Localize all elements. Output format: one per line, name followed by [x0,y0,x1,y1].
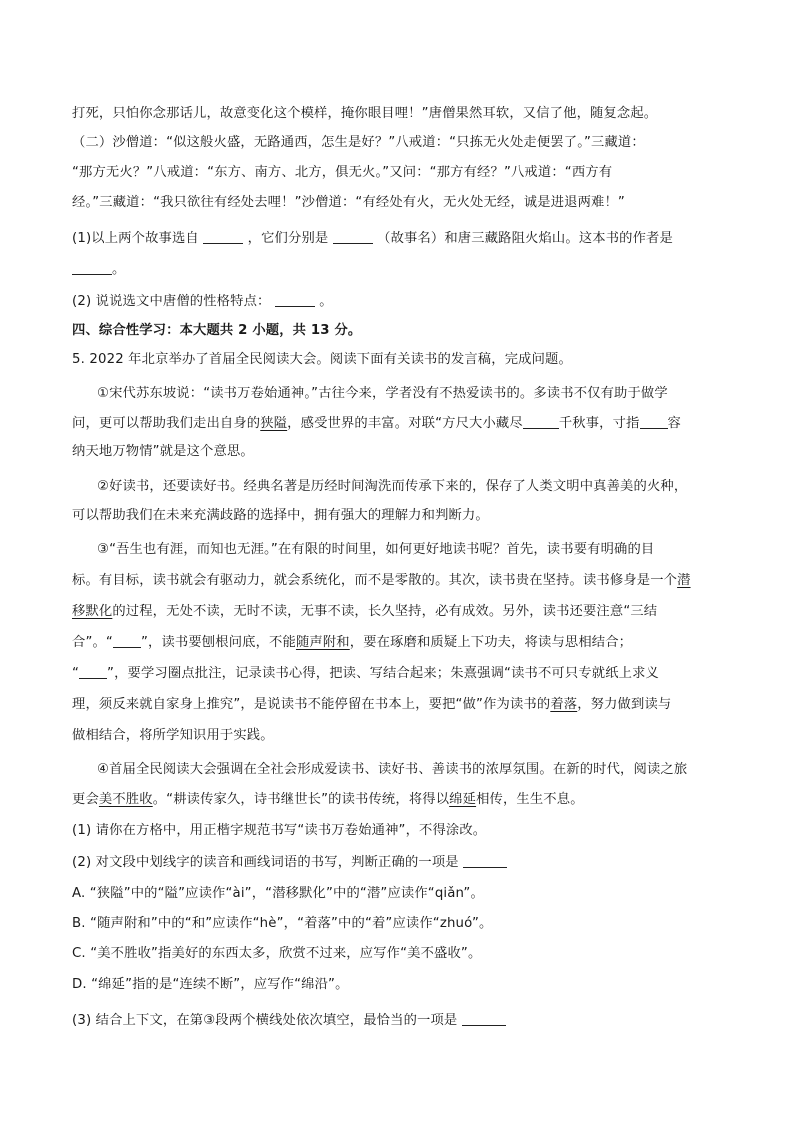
question-1-line [72,229,732,249]
question-2-text: (2) 说说选文中唐僧的性格特点： [72,294,271,309]
para-4-line-1: ④首届全民阅读大会强调在全社会形成爱读书、读好书、善读书的浓厚氛围。在新的时代，阅读之旅 [97,762,688,777]
para-1-line-3: 纳天地万物情”就是这个意思。 [72,444,254,459]
period: 。 [319,294,333,309]
answer-blank[interactable] [640,414,668,429]
question-1-line-2 [72,260,732,280]
underlined-word: 着落 [550,697,578,712]
answer-blank[interactable] [333,229,373,244]
para-2-line-2: 可以帮助我们在未来充满歧路的选择中，拥有强大的理解力和判断力。 [72,508,489,523]
question-2-line [72,292,732,312]
sub-question-3 [72,1011,732,1031]
text-span: (2) 对文段中划线字的读音和画线词语的书写，判断正确的一项是 [72,855,459,870]
para-3-line-7: 做相结合，将所学知识用于实践。 [72,728,274,743]
text-span: ，要在琢磨和质疑上下功夫，将读与思相结合； [349,635,633,650]
sub-question-2 [72,853,732,873]
option-a[interactable]: A. “狭隘”中的“隘”应读作“ài”，“潜移默化”中的“潜”应读作“qiǎn”。 [72,886,484,901]
section-heading: 四、综合性学习：本大题共 2 小题，共 13 分。 [72,323,362,338]
text-span: 。“耕读传家久，诗书继世长”的读书传统，将得以 [152,792,450,807]
answer-blank[interactable] [275,292,315,307]
text-span: 理，须反来就自家身上推究”，是说读书不能停留在书本上，要把“做”作为读书的 [72,697,551,712]
text-span: 千秋事，寸指 [558,416,640,431]
para-4-line-2 [72,790,732,810]
underlined-word: 狭隘 [260,416,288,431]
option-b[interactable]: B. “随声附和”中的“和”应读作“hè”，“着落”中的“着”应读作“zhuó”。 [72,916,493,931]
answer-blank[interactable] [79,664,107,679]
text-span: 标。有目标，读书就会有驱动力，就会系统化，而不是零散的。其次，读书贵在坚持。读书修身是一个 [72,573,678,588]
answer-blank[interactable] [113,633,141,648]
period: 。 [112,262,126,277]
text-span: 相传，生生不息。 [476,792,584,807]
answer-blank[interactable] [203,229,243,244]
text-span: 合”。“ [72,635,113,650]
underlined-word: 美不胜收 [98,792,153,807]
para-3-line-5 [72,664,732,684]
underlined-word: 随声附和 [295,635,350,650]
text-span: ，感受世界的丰富。对联“方尺大小藏尽 [287,416,523,431]
para-3-line-1: ③“吾生也有涯，而知也无涯。”在有限的时间里，如何更好地读书呢？首先，读书要有明确的目 [97,542,655,557]
question-1-text-c: （故事名）和唐三藏路阻火焰山。这本书的作者是 [377,231,673,246]
option-d[interactable]: D. “绵延”指的是“连续不断”，应写作“绵沿”。 [72,977,349,992]
question-1-text-a: (1)以上两个故事选自 [72,231,199,246]
para-1-line-2 [72,414,732,434]
text-span: 的过程，无处不读，无时不读，无事不读，长久坚持，必有成效。另外，读书还要注意“三结 [112,604,658,619]
answer-blank[interactable] [463,853,507,868]
underlined-word: 潜 [677,573,691,588]
story-line-3: “那方无火？”八戒道：“东方、南方、北方，俱无火。”又问：“那方有经？”八戒道：“西方有 [72,165,613,180]
para-3-line-3 [72,602,732,622]
para-3-line-4 [72,633,732,653]
answer-blank[interactable] [462,1011,506,1026]
item-5-stem: 5. 2022 年北京举办了首届全民阅读大会。阅读下面有关读书的发言稿，完成问题。 [72,352,572,367]
para-1-line-1: ①宋代苏东坡说：“读书万卷始通神。”古往今来，学者没有不热爱读书的。多读书不仅有助于做学 [97,386,668,401]
para-3-line-6 [72,695,732,715]
text-span: 问，更可以帮助我们走出自身的 [72,416,261,431]
text-span: 更会 [72,792,99,807]
text-span: ”，读书要刨根问底，不能 [140,635,296,650]
answer-blank[interactable] [72,260,112,275]
para-2-line-1: ②好读书，还要读好书。经典名著是历经时间淘洗而传承下来的，保存了人类文明中真善美的火种， [97,479,688,494]
text-span: 容 [667,416,681,431]
text-span: ”，要学习圈点批注，记录读书心得，把读、写结合起来；朱熹强调“读书不可只专就纸上求义 [107,666,659,681]
story-line-4: 经。”三藏道：“我只欲往有经处去哩！”沙僧道：“有经处有火，无火处无经，诚是进退两难！” [72,195,625,210]
underlined-word: 移默化 [72,604,113,619]
text-span: (3) 结合上下文，在第③段两个横线处依次填空，最恰当的一项是 [72,1013,458,1028]
story-line-1: 打死，只怕你念那话儿，故意变化这个模样，掩你眼目哩！”唐僧果然耳软，又信了他，随复念起。 [72,106,658,121]
text-span: “ [72,666,80,681]
text-span: ，努力做到读与 [577,697,672,712]
para-3-line-2 [72,571,732,591]
option-c[interactable]: C. “美不胜收”指美好的东西太多，欣赏不过来，应写作“美不盛收”。 [72,946,482,961]
story-line-2: （二）沙僧道：“似这般火盛，无路通西，怎生是好？”八戒道：“只拣无火处走便罢了。”三藏道： [72,135,645,150]
answer-blank[interactable] [523,414,559,429]
sub-question-1: (1) 请你在方格中，用正楷字规范书写“读书万卷始通神”，不得涂改。 [72,823,487,838]
question-1-text-b: ，它们分别是 [247,231,329,246]
underlined-word: 绵延 [449,792,477,807]
